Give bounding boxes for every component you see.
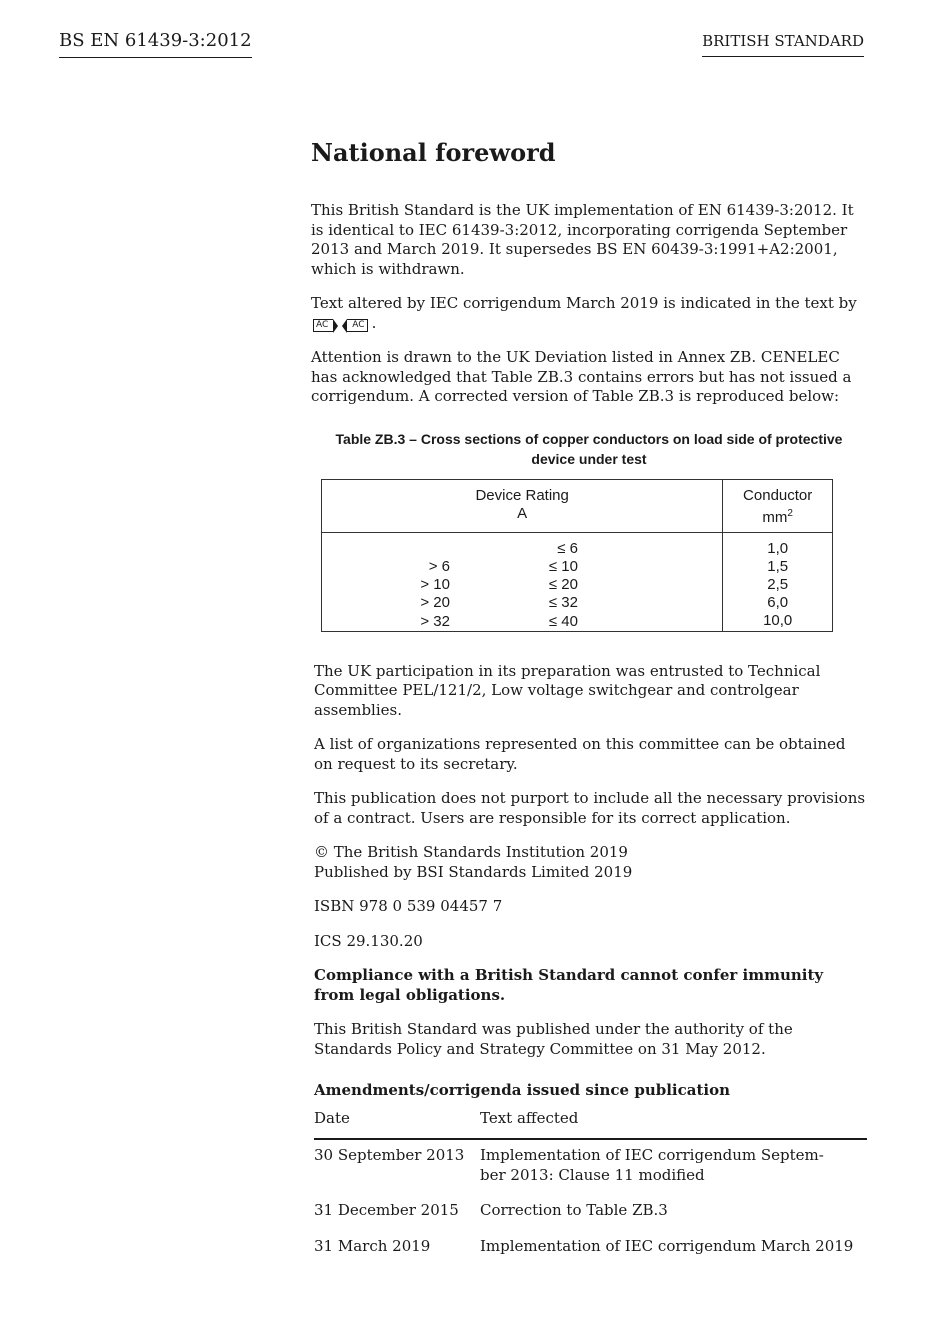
copyright-line: © The British Standards Institution 2019 — [314, 843, 628, 862]
conductor-value: 6,0 — [767, 593, 789, 611]
table-zb3 — [321, 479, 833, 632]
conductor-value: 10,0 — [763, 611, 793, 629]
conductor-label: Conductor — [743, 486, 813, 504]
ac-close-marker-icon: AC — [347, 319, 367, 332]
col-device-rating-header — [322, 479, 723, 532]
header-publisher-tag: BRITISH STANDARD — [702, 32, 864, 57]
rating-row: > 6 ≤ 10 — [428, 557, 578, 575]
main-content — [311, 138, 867, 1272]
conductor-unit: $mm^2$ — [762, 507, 793, 526]
amendment-date: 31 December 2015 — [314, 1201, 459, 1220]
rating-row: > 10 ≤ 20 — [420, 576, 578, 594]
amendment-text: Correction to Table ZB.3 — [480, 1201, 668, 1220]
amendment-text: Implementation of IEC corrigendum Septem- ber 2013: Clause 11 modified — [480, 1146, 824, 1184]
conductor-value: 1,0 — [767, 539, 789, 557]
contract-paragraph: This publication does not purport to include all the necessary provisions of a contract. Users are responsible for its correct application. — [314, 789, 866, 827]
amendment-date: 30 September 2013 — [314, 1146, 465, 1165]
deviation-paragraph: Attention is drawn to the UK Deviation listed in Annex ZB. CENELEC has acknowledged that Table ZB.3 contains errors but has not issued a corrigendum. A corrected version of Table ZB.3 is reproduced below: — [311, 348, 852, 405]
ac-open-marker-icon: AC — [313, 319, 333, 332]
amendments-title: Amendments/corrigenda issued since publication — [314, 1081, 730, 1100]
amendment-text: Implementation of IEC corrigendum March 2019 — [480, 1236, 854, 1255]
corrigendum-note-text: Text altered by IEC corrigendum March 2019 is indicated in the text by — [311, 294, 857, 312]
table-row — [314, 1139, 867, 1201]
conductor-value: 1,5 — [767, 557, 789, 575]
rating-row: > 32 ≤ 40 — [420, 612, 578, 630]
organizations-paragraph: A list of organizations represented on this committee can be obtained on request to its secretary. — [314, 735, 846, 773]
corrigendum-note-paragraph — [311, 294, 867, 333]
copyright-block — [314, 843, 867, 882]
published-by-line: Published by BSI Standards Limited 2019 — [314, 862, 633, 881]
col-conductor-header — [723, 479, 833, 532]
header-doc-number: BS EN 61439-3:2012 — [59, 30, 252, 58]
conductor-value: 2,5 — [767, 575, 789, 593]
amendment-date: 31 March 2019 — [314, 1236, 431, 1255]
rating-row: ≤ 6 — [557, 539, 578, 557]
table-row — [314, 1237, 867, 1273]
rating-values-cell — [322, 532, 723, 631]
amendments-col-text: Text affected — [480, 1109, 867, 1140]
intro-paragraph: This British Standard is the UK implementation of EN 61439-3:2012. It is identical to IEC 61439-3:2012, incorporating corrigenda September 2013 and March 2019. It supersedes BS EN 60439-3:1991+A2:2001, which is withdrawn. — [311, 201, 854, 278]
device-rating-label: Device Rating — [475, 486, 569, 504]
committee-paragraph: The UK participation in its preparation was entrusted to Technical Committee PEL/121/2, Low voltage switchgear and controlgear assemblies. — [314, 661, 821, 719]
corrigendum-note-end: . — [371, 313, 377, 332]
page-title: National foreword — [311, 138, 556, 167]
lower-section — [314, 662, 867, 1060]
rating-row: > 20 ≤ 32 — [420, 594, 578, 612]
conductor-values-cell — [723, 532, 833, 631]
device-rating-unit: A — [517, 504, 528, 522]
compliance-statement: Compliance with a British Standard cannot confer immunity from legal obligations. — [314, 966, 824, 1004]
authority-paragraph: This British Standard was published under the authority of the Standards Policy and Strategy Committee on 31 May 2012. — [314, 1020, 793, 1058]
table-row — [314, 1201, 867, 1237]
isbn-line: ISBN 978 0 539 04457 7 — [314, 897, 503, 916]
amendments-table — [314, 1109, 867, 1273]
ics-line: ICS 29.130.20 — [314, 931, 423, 950]
amendments-col-date: Date — [314, 1109, 480, 1140]
table-zb3-caption: Table ZB.3 – Cross sections of copper conductors on load side of protective device under test — [335, 430, 843, 467]
